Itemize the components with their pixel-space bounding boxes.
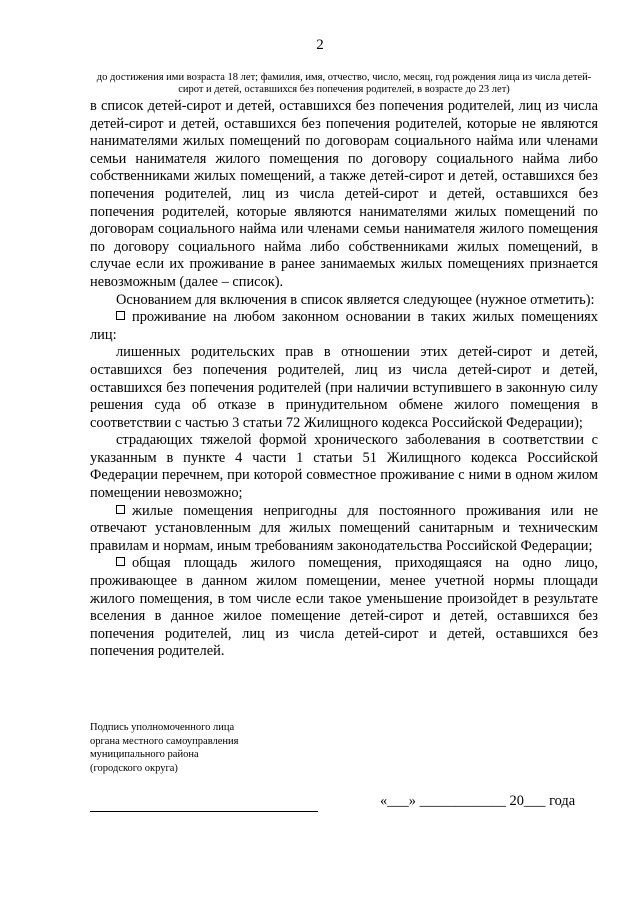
signature-caption (90, 721, 239, 775)
signature-caption-line: Подпись уполномоченного лица (90, 722, 235, 733)
option-area (90, 555, 598, 661)
signature-line[interactable] (90, 797, 318, 812)
checkbox-residence[interactable] (116, 311, 125, 320)
paragraph-basis: Основанием для включения в список является следующее (нужное отметить): (116, 291, 595, 308)
signature-caption-line: органа местного самоуправления (90, 735, 239, 747)
option-unfit-housing (90, 503, 598, 556)
page-number: 2 (316, 37, 324, 53)
paragraph-list-definition: в список детей-сирот и детей, оставшихся без попечения родителей, лиц из числа детей-сирот и детей, оставшихся без попечения родителей, которые не являются нанимателями жилых помещений по договорам социального найма или членами семьи нанимателя жилого помещения по договору социального найма либо собственниками жилых помещений, а также детей-сирот и детей, оставшихся без попечения родителей, лиц из числа детей-сирот и детей, оставшихся без попечения родителей, которые являются нанимателями жилых помещений по договорам социального найма или членами семьи нанимателя жилого помещения по договору социального найма либо собственниками жилых помещений, в случае если их проживание в ранее занимаемых жилых помещениях признается невозможным (далее – список). (90, 98, 598, 290)
document-body (90, 98, 598, 661)
date-field[interactable]: «___» ____________ 20___ года (380, 793, 576, 809)
option-unfit-housing-text: жилые помещения непригодны для постоянного проживания или не отвечают установленным для жилых помещений санитарным и техническим правилам и нормам, иным требованиям законодательства Российской Федерации; (90, 502, 598, 554)
checkbox-area[interactable] (116, 557, 125, 566)
checkbox-unfit-housing[interactable] (116, 505, 125, 514)
signature-caption-line: муниципального района (90, 749, 199, 760)
option-residence (90, 309, 598, 344)
paragraph-chronic-disease: страдающих тяжелой формой хронического заболевания в соответствии с указанным в пункте 4 части 1 статьи 51 Жилищного кодекса Российской Федерации перечнем, при которой совместное проживание с ними в одном жилом помещении невозможно; (90, 432, 598, 502)
signature-caption-line: (городского округа) (90, 762, 178, 774)
option-area-text: общая площадь жилого помещения, приходящаяся на одно лицо, проживающее в данном жилом помещении, менее учетной нормы площади жилого помещения, в том числе если такое уменьшение произойдет в результате вселения в данное жилое помещение детей-сирот и детей, оставшихся без попечения родителей, лиц из числа детей-сирот и детей, оставшихся без попечения родителей. (90, 555, 598, 660)
option-residence-text: проживание на любом законном основании в таких жилых помещениях лиц: (90, 309, 598, 343)
top-note: до достижения ими возраста 18 лет; фамилия, имя, отчество, число, месяц, год рождения лица из числа детей-сирот и детей, оставшихся без попечения родителей, в возрасте до 23 лет) (96, 72, 592, 95)
paragraph-deprived-rights: лишенных родительских прав в отношении этих детей-сирот и детей, оставшихся без попечения родителей, лиц из числа детей-сирот и детей, оставшихся без попечения родителей (при наличии вступившего в законную силу решения суда об отказе в принудительном обмене жилого помещения в соответствии с частью 3 статьи 72 Жилищного кодекса Российской Федерации); (90, 344, 598, 431)
